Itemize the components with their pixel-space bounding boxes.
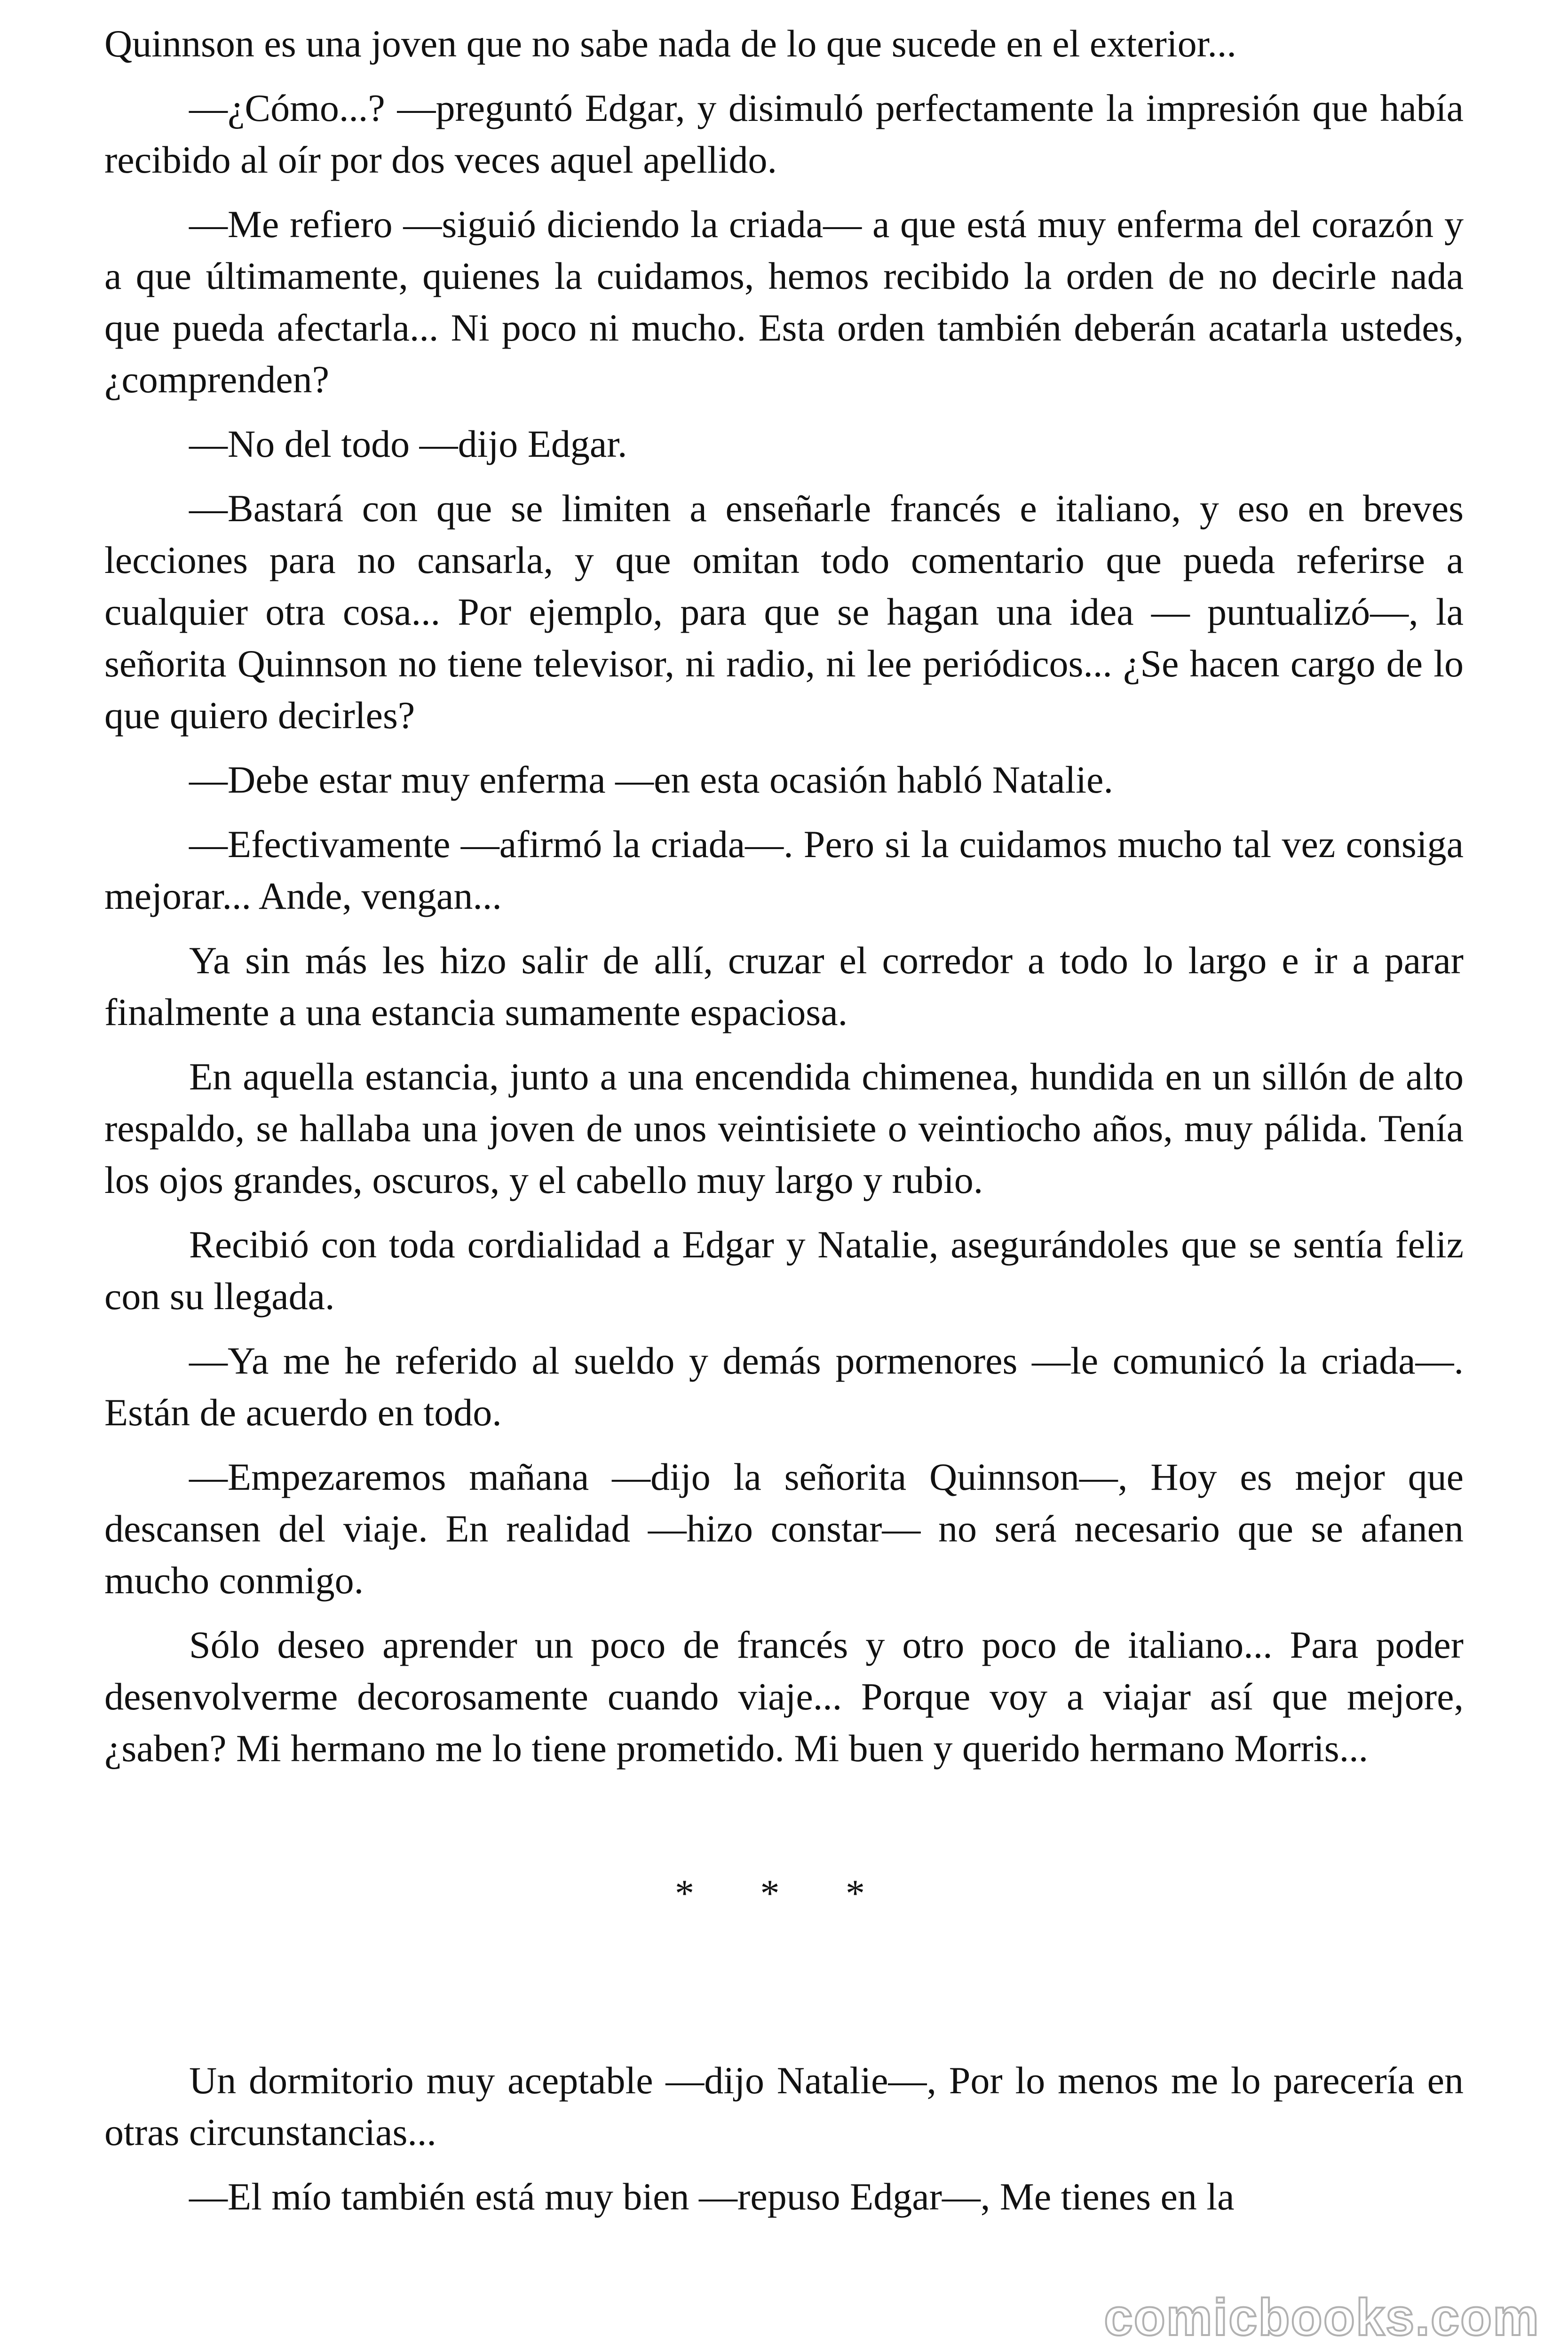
paragraph: —Debe estar muy enferma —en esta ocasión habló Natalie.	[189, 758, 1113, 801]
paragraph: Quinnson es una joven que no sabe nada de lo que sucede en el exterior...	[104, 22, 1236, 65]
section-separator: * * *	[675, 1872, 893, 1915]
paragraph: —Empezaremos mañana —dijo la señorita Quinnson—, Hoy es mejor que descansen del viaje. En realidad —hizo constar— no será necesario que se afanen mucho conmigo.	[104, 1455, 1464, 1602]
paragraph: —Ya me he referido al sueldo y demás pormenores —le comunicó la criada—. Están de acuerdo en todo.	[104, 1339, 1464, 1434]
paragraph: —Efectivamente —afirmó la criada—. Pero si la cuidamos mucho tal vez consiga mejorar... Ande, vengan...	[104, 823, 1464, 917]
paragraph: —El mío también está muy bien —repuso Edgar—, Me tienes en la	[189, 2175, 1235, 2218]
watermark-logo: comicbooks.com	[1104, 2288, 1540, 2346]
paragraph: —Me refiero —siguió diciendo la criada— a que está muy enferma del corazón y a que últimamente, quienes la cuidamos, hemos recibido la orden de no decirle nada que pueda afectarla... Ni poco ni mucho. Esta orden también deberán acatarla ustedes, ¿comprenden?	[104, 203, 1464, 401]
paragraph: En aquella estancia, junto a una encendida chimenea, hundida en un sillón de alto respaldo, se hallaba una joven de unos veintisiete o veintiocho años, muy pálida. Tenía los ojos grandes, oscuros, y el cabello muy largo y rubio.	[104, 1055, 1464, 1201]
paragraph: —Bastará con que se limiten a enseñarle francés e italiano, y eso en breves lecciones para no cansarla, y que omitan todo comentario que pueda referirse a cualquier otra cosa... Por ejemplo, para que se hagan una idea — puntualizó—, la señorita Quinnson no tiene televisor, ni radio, ni lee periódicos... ¿Se hacen cargo de lo que quiero decirles?	[104, 487, 1464, 737]
book-page	[104, 18, 1464, 2235]
paragraph: —¿Cómo...? —preguntó Edgar, y disimuló perfectamente la impresión que había recibido al oír por dos veces aquel apellido.	[104, 87, 1464, 181]
paragraph: Recibió con toda cordialidad a Edgar y Natalie, asegurándoles que se sentía feliz con su llegada.	[104, 1223, 1464, 1318]
paragraph: Sólo deseo aprender un poco de francés y otro poco de italiano... Para poder desenvolverme decorosamente cuando viaje... Porque voy a viajar así que mejore, ¿saben? Mi hermano me lo tiene prometido. Mi buen y querido hermano Morris...	[104, 1623, 1464, 1770]
paragraph: Un dormitorio muy aceptable —dijo Natalie—, Por lo menos me lo parecería en otras circunstancias...	[104, 2059, 1464, 2153]
paragraph: —No del todo —dijo Edgar.	[189, 422, 627, 465]
paragraph: Ya sin más les hizo salir de allí, cruzar el corredor a todo lo largo e ir a parar finalmente a una estancia sumamente espaciosa.	[104, 939, 1464, 1033]
